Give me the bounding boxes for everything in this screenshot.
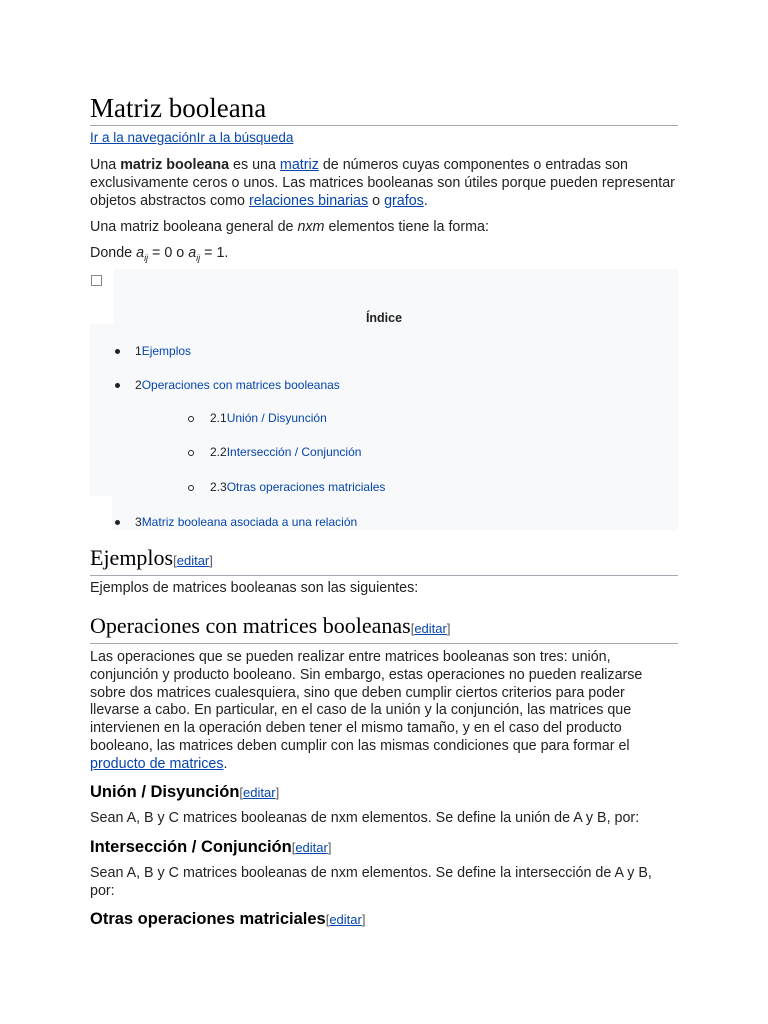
heading-text: Unión / Disyunción bbox=[90, 783, 240, 801]
link-grafos[interactable]: grafos bbox=[384, 192, 424, 209]
form-paragraph bbox=[90, 219, 678, 237]
bullet-icon bbox=[115, 520, 120, 525]
toc-item-operaciones[interactable] bbox=[135, 377, 340, 393]
text-run: = 0 o bbox=[148, 245, 189, 261]
edit-section-link[interactable] bbox=[411, 621, 451, 636]
math-subscript: ij bbox=[144, 252, 149, 263]
link-producto-de-matrices[interactable]: producto de matrices bbox=[90, 755, 224, 772]
jump-to-navigation-link[interactable]: Ir a la navegación bbox=[90, 130, 197, 145]
heading-text: Operaciones con matrices booleanas bbox=[90, 613, 411, 638]
math-var: a bbox=[136, 245, 145, 261]
toc-title: Índice bbox=[365, 311, 403, 325]
bracket: ] bbox=[275, 785, 280, 800]
bracket: [ bbox=[410, 621, 415, 636]
bullet-icon bbox=[115, 349, 120, 354]
term-bold: matriz booleana bbox=[120, 157, 230, 173]
text-run: Una matriz booleana general de bbox=[90, 219, 298, 235]
bracket: ] bbox=[446, 621, 451, 636]
section-heading-ejemplos bbox=[90, 545, 678, 576]
text-run: elementos tiene la forma: bbox=[324, 219, 489, 235]
union-paragraph: Sean A, B y C matrices booleanas de nxm elementos. Se define la unión de A y B, por: bbox=[90, 810, 640, 826]
bullet-icon bbox=[115, 383, 120, 388]
section-heading-operaciones bbox=[90, 613, 678, 644]
edit-section-link[interactable] bbox=[173, 553, 213, 568]
toc-number: 1 bbox=[135, 344, 142, 358]
edit-link[interactable]: editar bbox=[243, 785, 276, 800]
toc-item-otras[interactable] bbox=[210, 479, 385, 495]
toc-number: 2 bbox=[135, 378, 142, 392]
interseccion-paragraph: Sean A, B y C matrices booleanas de nxm elementos. Se define la intersección de A y B, por: bbox=[90, 865, 652, 899]
toc-label[interactable]: Intersección / Conjunción bbox=[226, 445, 362, 459]
toc-number: 2.1 bbox=[210, 411, 227, 425]
bracket: ] bbox=[361, 912, 366, 927]
toc-item-ejemplos[interactable] bbox=[135, 343, 191, 359]
subsection-heading-otras bbox=[90, 909, 678, 930]
edit-section-link[interactable] bbox=[292, 840, 332, 855]
text-run: . bbox=[423, 192, 428, 209]
where-paragraph bbox=[90, 245, 678, 268]
ejemplos-paragraph: Ejemplos de matrices booleanas son las siguientes: bbox=[90, 580, 419, 596]
edit-link[interactable]: editar bbox=[329, 912, 362, 927]
toc-label[interactable]: Unión / Disyunción bbox=[226, 411, 327, 425]
edit-link[interactable]: editar bbox=[176, 553, 210, 568]
text-run: . bbox=[223, 755, 228, 772]
intro-paragraph bbox=[90, 157, 678, 210]
edit-section-link[interactable] bbox=[239, 785, 279, 800]
heading-text: Otras operaciones matriciales bbox=[90, 910, 326, 928]
toc-label[interactable]: Ejemplos bbox=[141, 344, 192, 358]
table-of-contents bbox=[90, 269, 678, 530]
bracket: [ bbox=[325, 912, 330, 927]
toc-item-union[interactable] bbox=[210, 410, 327, 426]
bracket: [ bbox=[239, 785, 244, 800]
toc-number: 2.2 bbox=[210, 445, 227, 459]
text-run: Donde bbox=[90, 245, 137, 261]
edit-section-link[interactable] bbox=[326, 912, 366, 927]
subsection-heading-interseccion bbox=[90, 837, 678, 858]
text-run: es una bbox=[229, 157, 280, 173]
subsection-heading-union bbox=[90, 782, 678, 803]
bracket: [ bbox=[173, 553, 177, 568]
toc-toggle-checkbox[interactable] bbox=[91, 275, 102, 286]
link-relaciones-binarias[interactable]: relaciones binarias bbox=[248, 192, 369, 209]
toc-item-interseccion[interactable] bbox=[210, 444, 361, 460]
circle-bullet-icon bbox=[188, 450, 194, 456]
circle-bullet-icon bbox=[188, 485, 194, 491]
toc-label[interactable]: Matriz booleana asociada a una relación bbox=[141, 515, 358, 529]
text-run: Una bbox=[90, 157, 121, 173]
jump-links bbox=[90, 129, 293, 147]
heading-text: Ejemplos bbox=[90, 545, 174, 570]
toc-number: 2.3 bbox=[210, 480, 227, 494]
operaciones-paragraph bbox=[90, 649, 678, 774]
text-run: de números cuyas componentes o entradas son exclusivamente ceros o unos. Las matrices booleanas son útiles porque pueden representar objetos abstractos como bbox=[90, 157, 675, 209]
toc-corner bbox=[90, 496, 112, 530]
page-title: Matriz booleana bbox=[90, 92, 678, 126]
circle-bullet-icon bbox=[188, 416, 194, 422]
toc-item-relacion[interactable] bbox=[135, 514, 357, 530]
math-var: a bbox=[188, 245, 197, 261]
bracket: [ bbox=[291, 840, 296, 855]
toc-number: 3 bbox=[135, 515, 142, 529]
heading-text: Intersección / Conjunción bbox=[90, 838, 292, 856]
text-run: o bbox=[368, 192, 385, 209]
link-matriz[interactable]: matriz bbox=[279, 157, 319, 173]
dimension-term: nxm bbox=[297, 219, 325, 235]
toc-label[interactable]: Otras operaciones matriciales bbox=[226, 480, 386, 494]
toc-label[interactable]: Operaciones con matrices booleanas bbox=[141, 378, 340, 392]
bracket: ] bbox=[209, 553, 213, 568]
edit-link[interactable]: editar bbox=[414, 621, 447, 636]
math-subscript: ij bbox=[196, 252, 201, 263]
bracket: ] bbox=[327, 840, 332, 855]
jump-to-search-link[interactable]: Ir a la búsqueda bbox=[196, 130, 294, 145]
edit-link[interactable]: editar bbox=[295, 840, 328, 855]
text-run: Las operaciones que se pueden realizar entre matrices booleanas son tres: unión, conjunción y producto booleano. Sin embargo, estas operaciones no pueden realizarse sobre dos matrices cualesquiera, sino que deben cumplir ciertos criterios para poder llevarse a cabo. En particular, en el caso de la unión y la conjunción, las matrices que intervienen en la operación deben tener el mismo tamaño, y en el caso del producto booleano, las matrices deben cumplir con las mismas condiciones que para formar el bbox=[90, 649, 643, 754]
text-run: = 1. bbox=[200, 245, 229, 261]
